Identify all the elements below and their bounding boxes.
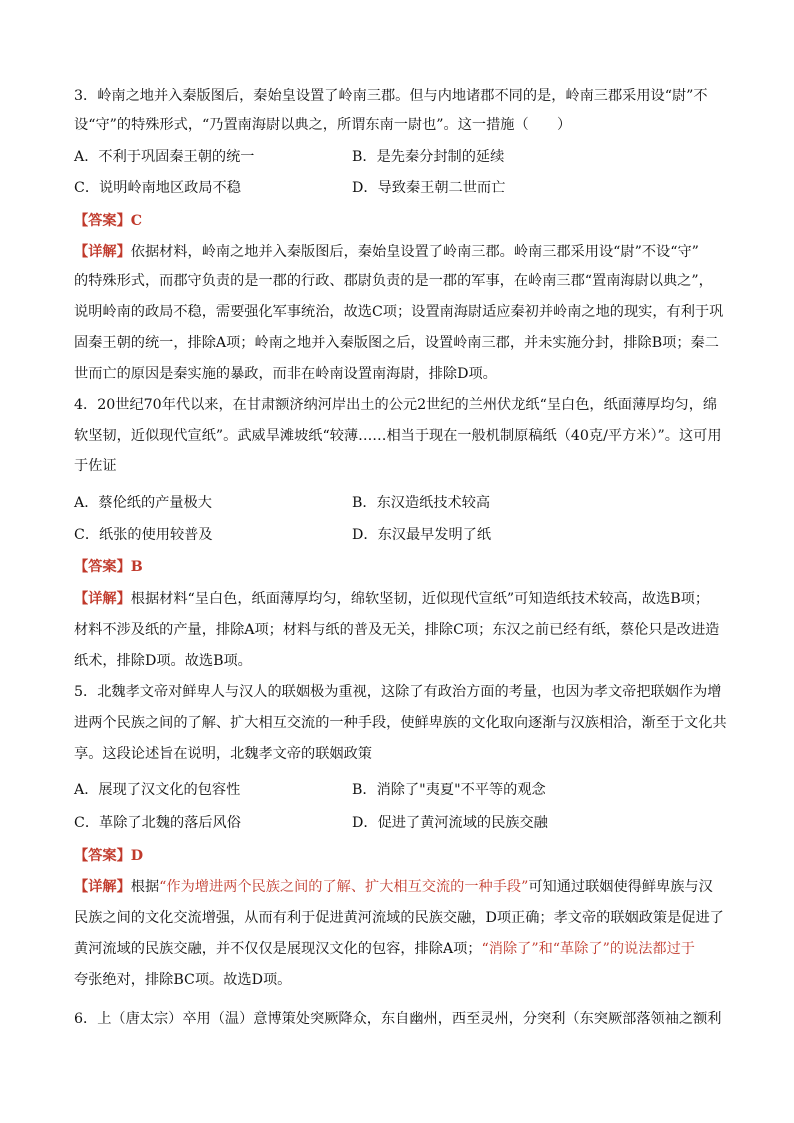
q3-detail-line-1 (74, 242, 699, 262)
q3-option-a: A．不利于巩固秦王朝的统一 (74, 149, 255, 165)
q4-option-a: A．蔡伦纸的产量极大 (74, 495, 212, 511)
q5-stem-line-3: 享。这段论述旨在说明，北魏孝文帝的联姻政策 (74, 746, 372, 762)
q5-option-b: B．消除了"夷夏"不平等的观念 (352, 782, 546, 798)
q3-stem-line-2: 设“守”的特殊形式，“乃置南海尉以典之，所谓东南一尉也”。这一措施（ ） (74, 117, 572, 133)
q5-detail-label: 【详解】 (74, 879, 131, 895)
q4-option-b: B．东汉造纸技术较高 (352, 495, 491, 511)
q3-detail-line-3: 说明岭南的政局不稳，需要强化军事统治，故选C项；设置南海尉适应秦初并岭南之地的现实，有利于巩 (74, 304, 724, 320)
q5-detail-text-1c: 可知通过联姻使得鲜卑族与汉 (528, 879, 713, 895)
q5-detail-line-3 (74, 939, 695, 959)
q5-option-d: D．促进了黄河流域的民族交融 (352, 815, 548, 831)
q3-detail-line-5: 世而亡的原因是秦实施的暴政，而非在岭南设置南海尉，排除D项。 (74, 366, 497, 382)
q3-detail-line-4: 固秦王朝的统一，排除A项；岭南之地并入秦版图之后，设置岭南三郡，并未实施分封，排除B项；秦二 (74, 335, 719, 351)
q4-option-d: D．东汉最早发明了纸 (352, 527, 492, 543)
q3-answer: 【答案】C (74, 213, 143, 229)
q5-detail-line-4: 夸张绝对，排除BC项。故选D项。 (74, 972, 292, 988)
q4-stem-line-3: 于佐证 (74, 458, 117, 474)
q5-detail-quote-3: “消除了”和“革除了”的说法都过于 (481, 941, 695, 957)
q3-option-d: D．导致秦王朝二世而亡 (352, 180, 506, 196)
q4-detail-line-3: 纸术，排除D项。故选B项。 (74, 653, 252, 669)
q5-option-c: C．革除了北魏的落后风俗 (74, 815, 241, 831)
q6-stem-line-1: 6．上（唐太宗）卒用（温）意博策处突厥降众，东自幽州，西至灵州，分突利（东突厥部落领袖之额利 (74, 1011, 722, 1027)
q5-stem-line-2: 进两个民族之间的了解、扩大相互交流的一种手段，使鲜卑族的文化取向逐渐与汉族相洽，渐至于文化共 (74, 715, 727, 731)
q4-answer: 【答案】B (74, 559, 143, 575)
q5-detail-line-2: 民族之间的文化交流增强，从而有利于促进黄河流域的民族交融，D项正确；孝文帝的联姻政策是促进了 (74, 910, 724, 926)
q4-stem-line-2: 软坚韧，近似现代宣纸”。武威旱滩坡纸“较薄……相当于现在一般机制原稿纸（40克/平方米）”。这可用 (74, 428, 722, 444)
q4-detail-text-1: 根据材料“呈白色，纸面薄厚均匀，绵软坚韧，近似现代宣纸”可知造纸技术较高，故选B项； (130, 591, 710, 607)
q5-answer: 【答案】D (74, 848, 144, 864)
q5-stem-line-1: 5．北魏孝文帝对鲜卑人与汉人的联姻极为重视，这除了有政治方面的考量，也因为孝文帝把联姻作为增 (74, 684, 722, 700)
q3-detail-label: 【详解】 (74, 244, 131, 260)
q4-stem-line-1: 4．20世纪70年代以来，在甘肃额济纳河岸出土的公元2世纪的兰州伏龙纸“呈白色，纸面薄厚均匀，绵 (74, 397, 718, 413)
q3-stem-line-1: 3．岭南之地并入秦版图后，秦始皇设置了岭南三郡。但与内地诸郡不同的是，岭南三郡采用设“尉”不 (74, 88, 708, 104)
q3-detail-line-2: 的特殊形式，而郡守负责的是一郡的行政、郡尉负责的是一郡的军事，在岭南三郡“置南海尉以典之”， (74, 273, 713, 289)
q4-detail-line-2: 材料不涉及纸的产量，排除A项；材料与纸的普及无关，排除C项；东汉之前已经有纸，蔡伦只是改进造 (74, 622, 720, 638)
q4-detail-line-1 (74, 589, 709, 609)
q5-detail-text-1a: 根据 (130, 879, 160, 895)
q4-option-c: C．纸张的使用较普及 (74, 527, 213, 543)
q3-option-c: C．说明岭南地区政局不稳 (74, 180, 241, 196)
q5-detail-line-1 (74, 877, 713, 897)
q5-detail-quote-1: “作为增进两个民族之间的了解、扩大相互交流的一种手段” (159, 879, 529, 895)
q3-detail-text-1: 依据材料，岭南之地并入秦版图后，秦始皇设置了岭南三郡。岭南三郡采用设“尉”不设“守” (130, 244, 699, 260)
q4-detail-label: 【详解】 (74, 591, 131, 607)
q3-option-b: B．是先秦分封制的延续 (352, 149, 505, 165)
q5-option-a: A．展现了汉文化的包容性 (74, 782, 241, 798)
q5-detail-text-3a: 黄河流域的民族交融，并不仅仅是展现汉文化的包容，排除A项； (74, 941, 482, 957)
